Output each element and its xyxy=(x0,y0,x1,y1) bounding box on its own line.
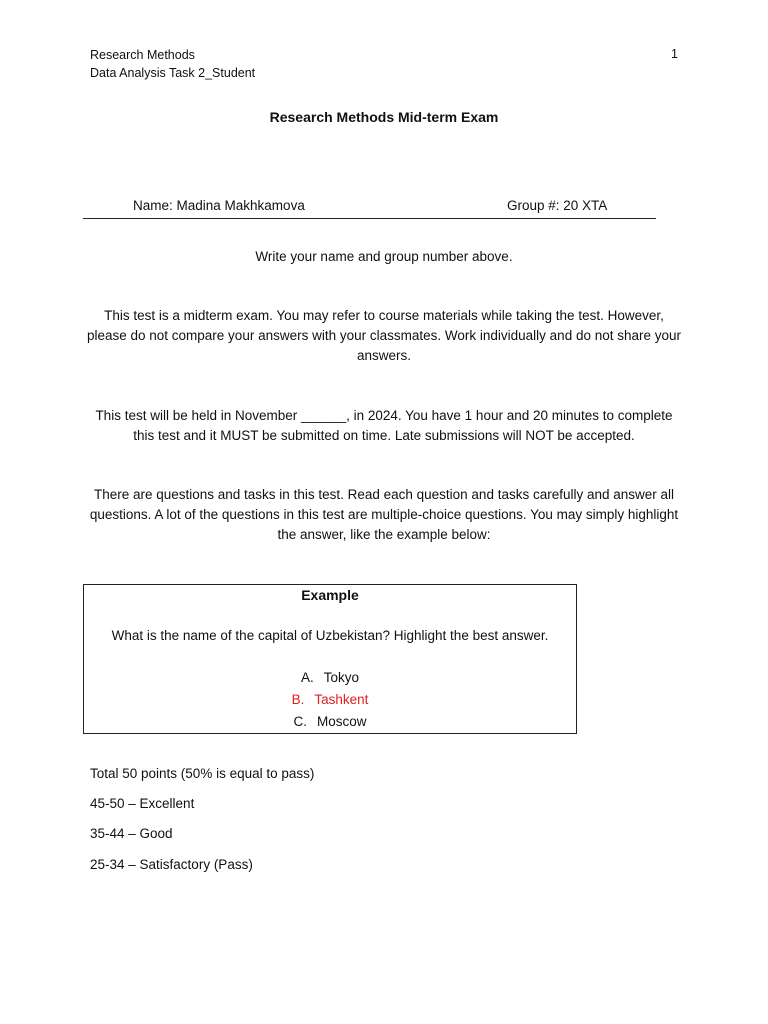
option-letter: B. xyxy=(291,692,305,707)
page-number: 1 xyxy=(671,47,678,61)
header-task: Data Analysis Task 2_Student xyxy=(90,66,256,80)
student-info-line xyxy=(83,197,656,219)
midterm-instruction: This test is a midterm exam. You may refer to course materials while taking the test. However, please do not compare your answers with your classmates. Work individually and do not share your answers. xyxy=(86,308,682,363)
write-name-instruction: Write your name and group number above. xyxy=(255,249,513,264)
grading-level-satisfactory: 25-34 – Satisfactory (Pass) xyxy=(90,857,253,872)
option-text: Tashkent xyxy=(314,692,369,707)
questions-instruction: There are questions and tasks in this test. Read each question and tasks carefully and answer all questions. A lot of the questions in this test are multiple-choice questions. You may simply highlight the answer, like the example below: xyxy=(89,487,679,542)
grading-level-excellent: 45-50 – Excellent xyxy=(90,796,195,811)
grading-level-good: 35-44 – Good xyxy=(90,826,173,841)
option-letter: A. xyxy=(300,670,314,685)
page-title: Research Methods Mid-term Exam xyxy=(269,109,499,125)
header-course: Research Methods xyxy=(90,48,195,62)
example-option-b-highlighted xyxy=(84,692,576,707)
example-title: Example xyxy=(301,587,359,603)
student-name: Name: Madina Makhkamova xyxy=(133,198,305,213)
example-option-c xyxy=(84,714,576,729)
grading-total: Total 50 points (50% is equal to pass) xyxy=(90,766,315,781)
example-option-a xyxy=(84,670,576,685)
option-text: Tokyo xyxy=(323,670,360,685)
option-text: Moscow xyxy=(316,714,367,729)
example-box xyxy=(83,584,577,734)
option-letter: C. xyxy=(293,714,307,729)
example-question: What is the name of the capital of Uzbekistan? Highlight the best answer. xyxy=(111,628,549,643)
schedule-instruction: This test will be held in November ______, in 2024. You have 1 hour and 20 minutes to complete this test and it MUST be submitted on time. Late submissions will NOT be accepted. xyxy=(95,408,673,443)
student-group: Group #: 20 XTA xyxy=(507,198,608,213)
